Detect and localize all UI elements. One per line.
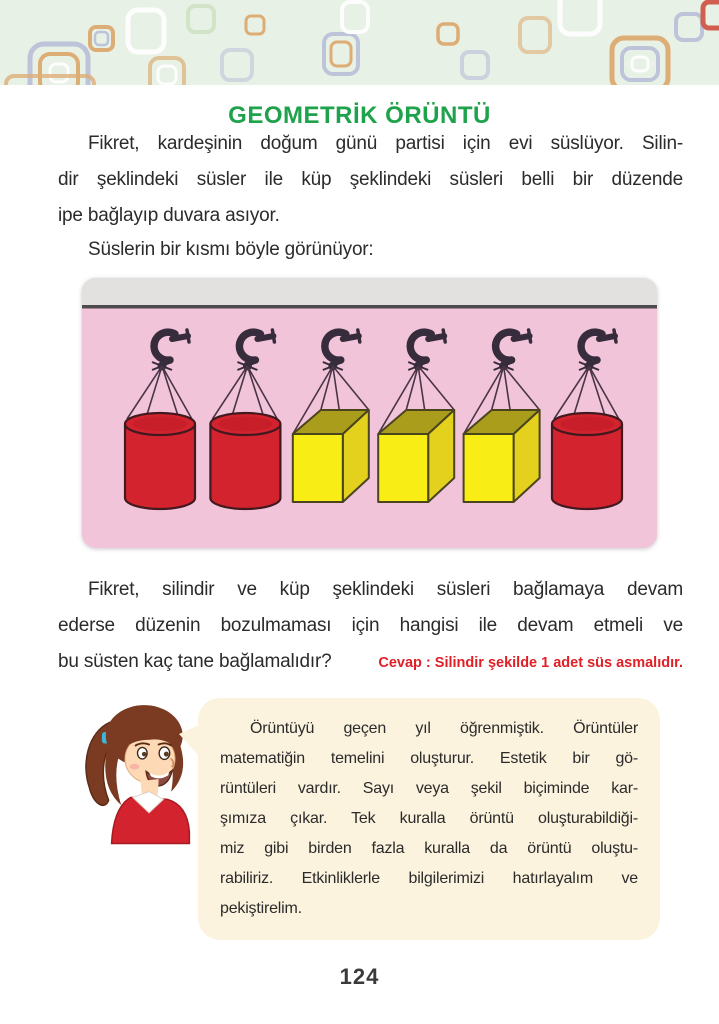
page-number: 124: [339, 964, 380, 989]
text-line: bu süsten kaç tane bağlamalıdır?: [58, 651, 332, 672]
text-line: Fikret, kardeşinin doğum günü partisi için evi süslüyor. Silin-: [88, 133, 683, 154]
page-title: GEOMETRİK ÖRÜNTÜ: [228, 102, 491, 130]
question-paragraph: [58, 572, 683, 681]
text-line: ipe bağlayıp duvara asıyor.: [58, 205, 280, 226]
intro-paragraph: [58, 126, 683, 234]
figure-caption: Süslerin bir kısmı böyle görünüyor:: [88, 239, 374, 260]
bubble-line: Örüntüyü geçen yıl öğrenmiştik. Örüntüler: [250, 720, 638, 737]
text-line: ederse düzenin bozulmaması için hangisi ile devam etmeli ve: [58, 615, 683, 636]
question-last-line: [58, 644, 683, 681]
text-line: Fikret, silindir ve küp şeklindeki süsleri bağlamaya devam: [88, 579, 683, 600]
pattern-squares-graphic: [0, 0, 719, 85]
pupil-left: [142, 752, 147, 757]
wall-line: [82, 305, 657, 309]
bubble-line: şımıza çıkar. Tek kuralla örüntü oluşturabildiği-: [220, 810, 638, 827]
blush: [130, 764, 140, 770]
decorative-band: [0, 0, 719, 85]
girl-illustration: [75, 694, 200, 846]
text-line: dir şeklindeki süsler ile küp şeklindeki süsleri belli bir düzende: [58, 169, 683, 190]
pupil-right: [164, 752, 169, 757]
ornament-figure-panel: [82, 278, 657, 548]
bubble-line: matematiğin temelini oluşturur. Estetik bir gö-: [220, 750, 638, 767]
speech-bubble-tail: [179, 724, 201, 758]
bubble-line: rüntüleri vardır. Sayı veya şekil biçiminde kar-: [220, 780, 638, 797]
bubble-line: pekiştirelim.: [220, 900, 302, 917]
wall-strip: [82, 278, 657, 305]
ornament-scene: [82, 278, 657, 548]
speech-bubble: [198, 698, 660, 940]
bubble-line: miz gibi birden fazla kuralla da örüntü oluştu-: [220, 840, 638, 857]
speech-section: [75, 692, 665, 942]
bubble-line: rabiliriz. Etkinliklerle bilgilerimizi hatırlayalım ve: [220, 870, 638, 887]
answer-text: Cevap : Silindir şekilde 1 adet süs asmalıdır.: [378, 655, 683, 671]
